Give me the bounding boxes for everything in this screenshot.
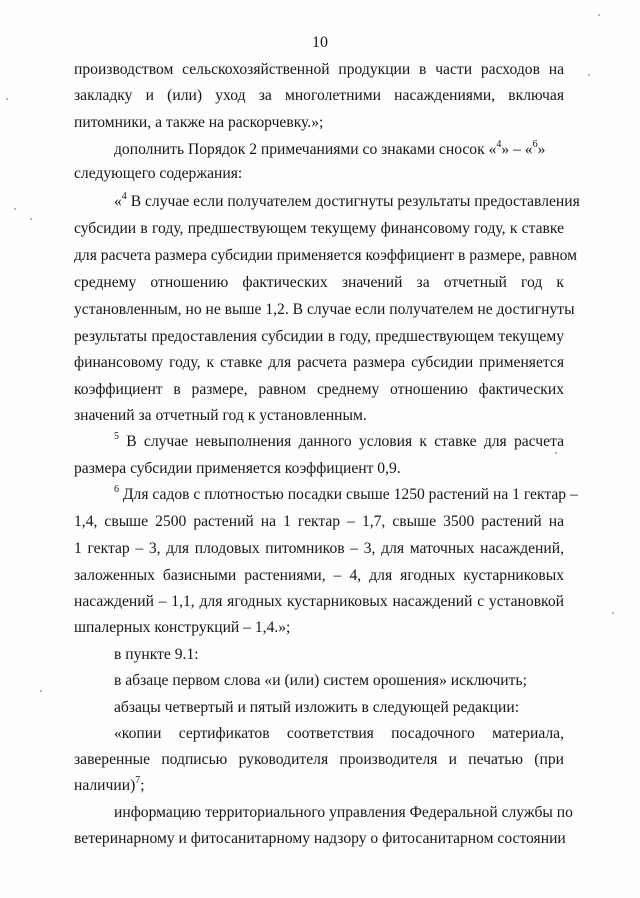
scan-speck <box>30 218 32 220</box>
text-line: ветеринарному и фитосанитарному надзору о фитосанитарном состоянии <box>74 830 566 847</box>
page-number: 10 <box>312 34 328 51</box>
text-line: финансовому году, к ставке для расчета размера субсидии применяется <box>74 354 564 371</box>
text-line: наличии)$^7$; <box>74 774 145 794</box>
text-line: «копии сертификатов соответствия посадочного материала, <box>114 725 564 742</box>
text-line: 1,4, свыше 2500 растений на 1 гектар – 1,7, свыше 3500 растений на <box>74 513 564 530</box>
scan-speck <box>40 690 42 692</box>
text-line: значений за отчетный год к установленным. <box>74 407 367 424</box>
text-line: 1 гектар – 3, для плодовых питомников – 3, для маточных насаждений, <box>74 540 564 557</box>
text-line: субсидии в году, предшествующем текущему финансовому году, к ставке <box>74 220 564 237</box>
text-line: в абзаце первом слова «и (или) систем орошения» исключить; <box>114 672 527 689</box>
text-line: закладку и (или) уход за многолетними насаждениями, включая <box>74 87 564 104</box>
scan-speck <box>14 208 16 210</box>
text-line: коэффициент в размере, равном среднему отношению фактических <box>74 381 564 398</box>
text-line: результаты предоставления субсидии в году, предшествующем текущему <box>74 328 564 345</box>
text-line: $^5$ В случае невыполнения данного условия к ставке для расчета <box>114 430 564 450</box>
text-line: «$^4$ В случае если получателем достигнуты результаты предоставления <box>114 190 580 210</box>
text-line: шпалерных конструкций – 1,4.»; <box>74 619 291 636</box>
scan-speck <box>598 14 600 16</box>
text-line: информацию территориального управления Федеральной службы по <box>114 804 573 821</box>
text-line: заложенных базисными растениями, – 4, для ягодных кустарниковых <box>74 567 564 584</box>
scan-speck <box>6 98 8 100</box>
text-line: дополнить Порядок 2 примечаниями со знаками сносок «$^4$» – «$^6$» <box>114 138 546 158</box>
scan-speck <box>555 452 557 454</box>
text-line: среднему отношению фактических значений за отчетный год к <box>74 274 564 291</box>
text-line: заверенные подписью руководителя производителя и печатью (при <box>74 751 564 768</box>
text-line: питомники, а также на раскорчевку.»; <box>74 114 324 131</box>
text-line: установленным, но не выше 1,2. В случае если получателем не достигнуты <box>74 301 575 318</box>
text-line: абзацы четвертый и пятый изложить в следующей редакции: <box>114 699 520 716</box>
text-line: размера субсидии применяется коэффициент 0,9. <box>74 460 401 477</box>
text-line: следующего содержания: <box>74 165 243 182</box>
scan-speck <box>612 612 614 614</box>
text-line: $^6$ Для садов с плотностью посадки свыше 1250 растений на 1 гектар – <box>114 483 578 503</box>
text-line: насаждений – 1,1, для ягодных кустарниковых насаждений с установкой <box>74 593 564 610</box>
scan-speck <box>588 74 590 76</box>
text-line: производством сельскохозяйственной продукции в части расходов на <box>74 61 564 78</box>
text-line: для расчета размера субсидии применяется коэффициент в размере, равном <box>74 247 578 264</box>
text-line: в пункте 9.1: <box>114 646 199 663</box>
